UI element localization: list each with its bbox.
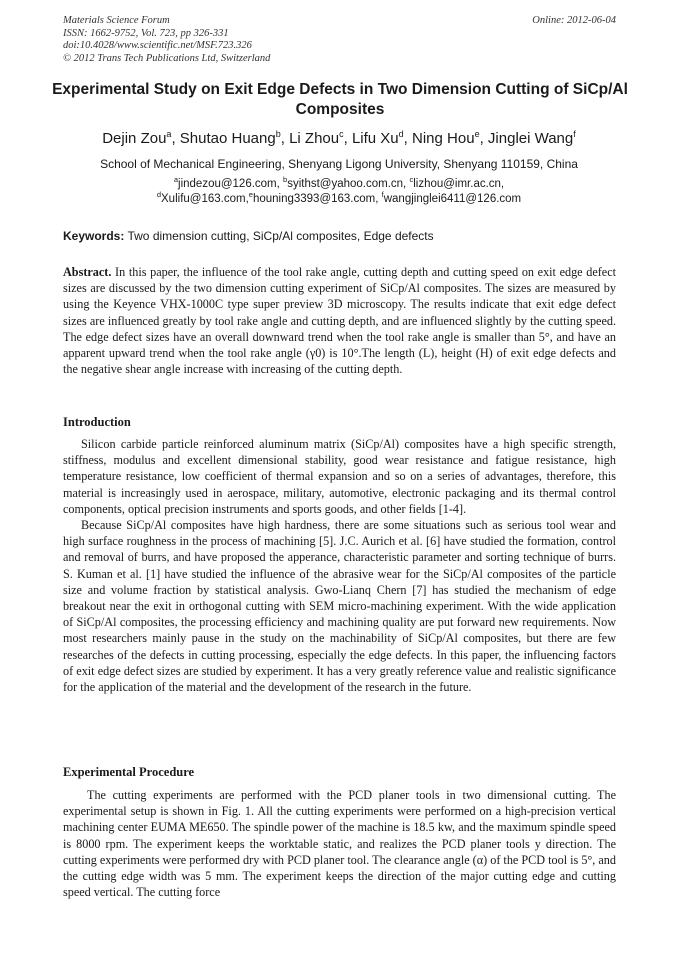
keywords <box>63 229 616 244</box>
author: Dejin Zou$^a$, <box>102 129 180 147</box>
email-mark: e <box>248 190 253 200</box>
email-mark: f <box>381 190 384 200</box>
email-link[interactable]: houning3393@163.com, <box>252 193 382 205</box>
journal-issn: ISSN: 1662-9752, Vol. 723, pp 326-331 <box>63 27 229 39</box>
paragraph: Silicon carbide particle reinforced aluminum matrix (SiCp/Al) composites have a high specific strength, stiffness, modulus and excellent dimensional stability, good wear resistance and fatigue resistance, high temperature resistance, low coefficient of thermal expansion and so on a series of advantages, therefore, this material is increasingly used in aerospace, military, automotive, electronic packaging and its thermal control components, optical precision instruments and sports goods, and other fields [1-4]. <box>63 437 616 516</box>
email-mark: d <box>156 190 162 200</box>
paragraph: Because SiCp/Al composites have high hardness, there are some situations such as serious tool wear and high surface roughness in the process of machining [5]. J.C. Aurich et al. [6] have studied the formation, control and removal of burrs, and have proposed the apperance, characteristic parameter and sorting technique of burrs. S. Kuman et al. [1] have studied the influence of the abrasive wear for the SiCp/Al composites of the particle size and volume fraction by statistical analysis. Gwo-Lianq Chern [7] has studied the mechanism of edge breakout near the exit in orthogonal cutting with SEM micro-machining experiment. With the wide application of SiCp/Al composites, the processing efficiency and machining quality are put forward new requirements. Now most researchers mainly pause in the study on the machinability of SiCp/Al composites, but there are few researches of the defects in cutting processing, especially the edge defects. In this paper, the influencing factors of exit edge defect sizes are studied by experiment. It has a very greatly reference value and realistic significance for the application of the material and the development of the research in the future. <box>63 518 616 695</box>
journal-name: Materials Science Forum <box>63 15 170 26</box>
online-date: Online: 2012-06-04 <box>532 15 616 26</box>
author: Jinglei Wang$^f$ <box>487 129 576 147</box>
journal-copyright: © 2012 Trans Tech Publications Ltd, Switzerland <box>63 52 271 64</box>
email-mark: b <box>283 175 288 185</box>
author: Lifu Xu$^d$, <box>351 129 413 147</box>
abstract <box>63 264 616 377</box>
email-link[interactable]: wangjinglei6411@126.com <box>383 193 522 205</box>
author: Ning Hou$^e$, <box>412 129 488 147</box>
email-mark: a <box>173 175 179 185</box>
author-list <box>20 129 658 149</box>
affiliation: School of Mechanical Engineering, Shenyang Ligong University, Shenyang 110159, China <box>100 157 578 171</box>
email-mark: c <box>409 175 414 185</box>
keywords-text: Two dimension cutting, SiCp/Al composites, Edge defects <box>124 229 434 243</box>
experimental-heading: Experimental Procedure <box>63 765 195 779</box>
author-emails <box>20 177 658 207</box>
paragraph: The cutting experiments are performed with the PCD planer tools in two dimensional cutting. The experimental setup is shown in Fig. 1. All the cutting experiments were performed on a high-precision vertical machining center EUMA ME650. The spindle power of the machine is 18.5 kw, and the maximum spindle speed is 8000 rpm. The experiment keeps the worktable static, and realizes the PCD planer tools y direction. The cutting experiments were performed dry with PCD planer tool. The clearance angle (α) of the PCD tool is 5°, and the cutting edge width was 5 mm. The experiment keeps the direction of the major cutting edge and cutting speed vertical. The cutting force <box>63 788 616 900</box>
experimental-body <box>63 787 616 900</box>
keywords-label: Keywords: <box>63 229 125 243</box>
journal-doi: doi:10.4028/www.scientific.net/MSF.723.326 <box>63 40 252 51</box>
author: Li Zhou$^c$, <box>289 129 352 147</box>
introduction-body <box>63 436 616 695</box>
introduction-heading: Introduction <box>63 415 131 429</box>
journal-header <box>63 15 616 65</box>
abstract-text: In this paper, the influence of the tool rake angle, cutting depth and cutting speed on exit edge defect sizes are discussed by the two dimension cutting experiment of SiCp/Al composites. The sizes are measured by using the Keyence VHX-1000C type super preview 3D microscopy. The results indicate that exit edge defect sizes are influenced greatly by tool rake angle and cutting depth, and are influenced slightly by the cutting speed. The edge defect sizes have an overall downward trend when the tool rake angle is smaller than 5°, and have an apparent upward trend when the tool rake angle (γ0) is 10°.The length (L), height (H) of exit edge defects and the negative shear angle increase with increasing of the cutting depth. <box>63 265 616 377</box>
email-link[interactable]: Xulifu@163.com, <box>161 193 249 205</box>
email-link[interactable]: syithst@yahoo.com.cn, <box>287 178 410 190</box>
email-link[interactable]: lizhou@imr.ac.cn, <box>413 178 505 190</box>
abstract-label: Abstract. <box>63 265 112 279</box>
paper-title: Experimental Study on Exit Edge Defects in Two Dimension Cutting of SiCp/Al Composites <box>52 81 628 118</box>
author: Shutao Huang$^b$, <box>179 129 290 147</box>
email-link[interactable]: jindezou@126.com, <box>178 178 284 190</box>
